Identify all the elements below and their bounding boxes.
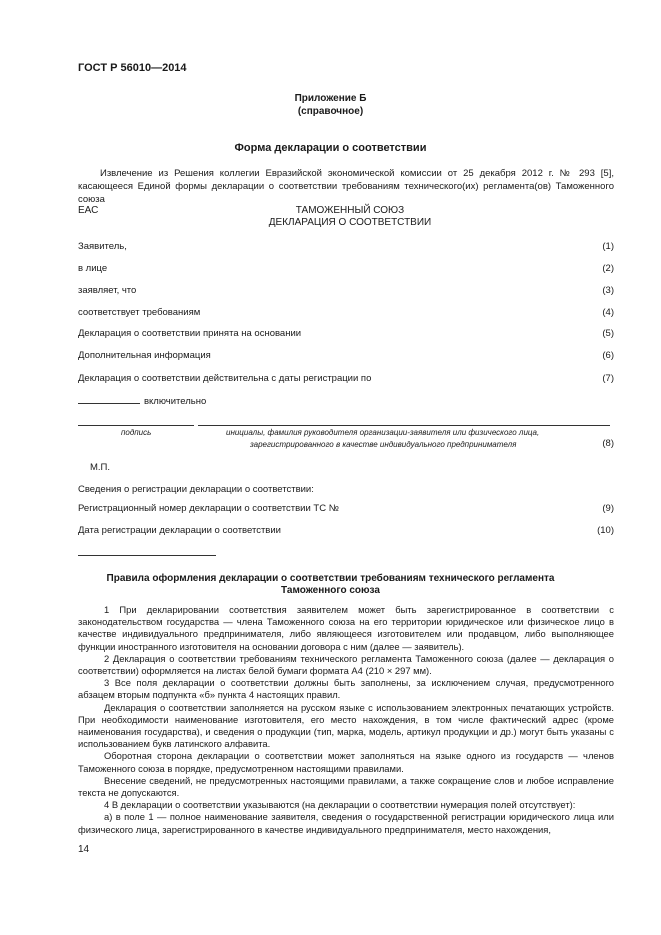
rules-paragraph: Внесение сведений, не предусмотренных настоящими правилами, а также сокращение слов и любое исправление текста не допускаются.: [78, 774, 614, 799]
registration-row: [78, 503, 614, 515]
rules-paragraph: 4 В декларации о соответствии указываются (на декларации о соответствии нумерация полей отсутствует):: [104, 799, 576, 811]
name-line: [198, 425, 610, 426]
appendix-title: Приложение Б: [294, 93, 367, 104]
field-label: Декларация о соответствии действительна с даты регистрации по: [78, 373, 372, 384]
validity-suffix: включительно: [144, 396, 207, 407]
rules-paragraph: 3 Все поля декларации о соответствии должны быть заполнены, за исключением случая, предусмотренного абзацем вторым подпункта «б» пункта 4 настоящих правил.: [78, 677, 614, 701]
field-row: [78, 373, 614, 385]
field-label: Дополнительная информация: [78, 350, 211, 361]
field-number: (6): [602, 350, 614, 361]
field-number: (8): [602, 438, 614, 449]
field-number: (3): [602, 285, 614, 296]
rules-paragraph: Оборотная сторона декларации о соответствии может заполняться на языке одного из государств — членов Таможенного союза в порядке, предусмотренном настоящими правилами.: [78, 750, 614, 774]
field-row: [78, 241, 614, 253]
field-label: Декларация о соответствии принята на основании: [78, 328, 302, 339]
rules-paragraph: а) в поле 1 — полное наименование заявителя, сведения о государственной регистрации юридического лица или физического лица, зарегистрированного в качестве индивидуального предпринимателя, место нахождения,: [78, 811, 614, 835]
field-number: (9): [602, 503, 614, 514]
name-caption-line-1: инициалы, фамилия руководителя организации-заявителя или физического лица,: [226, 428, 540, 437]
field-row: [78, 307, 614, 319]
declaration-header: [200, 205, 500, 229]
field-row: [78, 350, 614, 362]
field-label: заявляет, что: [78, 285, 137, 296]
appendix-subtitle: (справочное): [297, 106, 364, 117]
field-label: Регистрационный номер декларации о соответствии ТС №: [78, 503, 339, 514]
rules-heading: [0, 573, 661, 597]
eac-mark: ЕАС: [78, 205, 99, 216]
field-label: соответствует требованиям: [78, 307, 201, 318]
field-label: Заявитель,: [78, 241, 127, 252]
standard-header: ГОСТ Р 56010—2014: [78, 62, 187, 74]
signature-row: [78, 438, 614, 450]
field-row: [78, 285, 614, 297]
field-row: [78, 263, 614, 275]
field-number: (4): [602, 307, 614, 318]
separator-line: [78, 555, 216, 556]
rules-body: [78, 604, 614, 836]
customs-union-title: ТАМОЖЕННЫЙ СОЮЗ: [295, 205, 405, 216]
field-number: (1): [602, 241, 614, 252]
rules-title-line-2: Таможенного союза: [281, 585, 380, 596]
form-title: Форма декларации о соответствии: [234, 142, 427, 154]
date-blank: [78, 395, 140, 404]
field-row: [78, 328, 614, 340]
signature-line: [78, 425, 194, 426]
field-number: (5): [602, 328, 614, 339]
appendix-heading: [0, 92, 661, 118]
registration-heading: Сведения о регистрации декларации о соответствии:: [78, 484, 314, 495]
validity-line: [78, 395, 206, 407]
stamp-place: М.П.: [90, 462, 111, 473]
rules-title-line-1: Правила оформления декларации о соответствии требованиям технического регламента: [106, 573, 555, 584]
registration-row: [78, 525, 614, 537]
rules-paragraph: Декларация о соответствии заполняется на русском языке с использованием электронных печатающих устройств. При необходимости наименование изготовителя, его место нахождения, в том числе фактический адрес (кроме наименования государства), и сведения о продукции (тип, марка, модель, артикул продукции и др.) могут быть указаны с использованием букв латинского алфавита.: [78, 701, 614, 750]
field-number: (2): [602, 263, 614, 274]
rules-paragraph: 1 При декларировании соответствия заявителем может быть зарегистрированное в соответствии с законодательством государства — члена Таможенного союза на его территории юридическое или физическое лицо в качестве индивидуального предпринимателя, либо являющееся изготовителем или продавцом, либо выполняющее функции иностранного изготовителя на основании договора с ним (далее — заявитель).: [78, 604, 614, 652]
name-caption-line-2: зарегистрированного в качестве индивидуального предпринимателя: [250, 440, 517, 449]
excerpt-text: Извлечение из Решения коллегии Евразийской экономической комиссии от 25 декабря 2012 г. № 293 [5], касающееся Единой формы декларации о соответствии требованиям технического(их) регламента(ов) Таможенного союза: [78, 168, 614, 205]
signature-caption: подпись: [121, 428, 152, 437]
page-number: 14: [78, 844, 90, 855]
field-label: в лице: [78, 263, 108, 274]
rules-paragraph: 2 Декларация о соответствии требованиям технического регламента Таможенного союза (далее — декларация о соответствии) оформляется на листах белой бумаги формата А4 (210 × 297 мм).: [78, 652, 614, 677]
field-number: (10): [597, 525, 614, 536]
declaration-title: ДЕКЛАРАЦИЯ О СООТВЕТСТВИИ: [268, 217, 432, 228]
field-label: Дата регистрации декларации о соответствии: [78, 525, 281, 536]
field-number: (7): [602, 373, 614, 384]
